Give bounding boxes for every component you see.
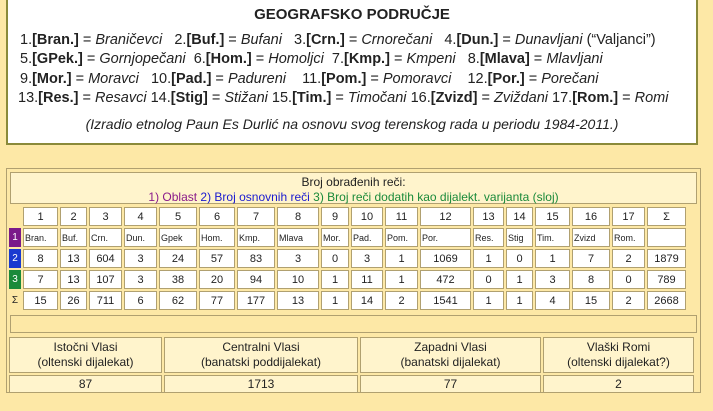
col-header: 10 [351, 207, 383, 226]
table-cell: 0 [612, 270, 645, 289]
divider [10, 315, 697, 333]
table-cell: 38 [159, 270, 197, 289]
table-cell: 2 [612, 249, 645, 268]
table-cell: 0 [506, 249, 533, 268]
table-cell: Crn. [89, 228, 122, 247]
table-cell: Mlava [277, 228, 319, 247]
table-cell: Por. [420, 228, 471, 247]
table-cell: 2668 [647, 291, 686, 310]
col-header: 9 [321, 207, 349, 226]
table-cell: 20 [199, 270, 235, 289]
stats-header [10, 172, 697, 204]
legend-line-4: 13.[Res.] = Resavci 14.[Stig] = Stižani 15.[Tim.] = Timočani 16.[Zvizd] = Zviždani 17.[Rom.] = Romi [18, 90, 669, 106]
table-cell: 6 [124, 291, 157, 310]
col-header: 5 [159, 207, 197, 226]
row-tag: Σ [9, 291, 21, 310]
table-cell: Gpek [159, 228, 197, 247]
col-header: Σ [647, 207, 686, 226]
table-cell: 83 [237, 249, 275, 268]
table-cell: Rom. [612, 228, 645, 247]
table-cell: Pad. [351, 228, 383, 247]
table-cell: Dun. [124, 228, 157, 247]
legend-box [6, 0, 698, 145]
table-cell: Mor. [321, 228, 349, 247]
table-row-total [9, 291, 686, 310]
table-row-osnovne [9, 249, 686, 268]
table-cell: Buf. [60, 228, 87, 247]
table-cell: 2 [612, 291, 645, 310]
dialect-summary-table [7, 335, 696, 395]
table-cell: 1 [321, 291, 349, 310]
col-header: 3 [89, 207, 122, 226]
table-cell: 14 [351, 291, 383, 310]
legend-note: (Izradio etnolog Paun Es Durlić na osnovu svog terenskog rada u periodu 1984-2011.) [85, 116, 619, 132]
table-cell: Zvizd [572, 228, 610, 247]
table-cell: Res. [473, 228, 504, 247]
table-cell: 2 [385, 291, 418, 310]
table-cell: 1 [535, 249, 570, 268]
table-cell: 604 [89, 249, 122, 268]
table-cell [647, 228, 686, 247]
table-cell: 24 [159, 249, 197, 268]
legend-line-2: 5.[GPek.] = Gornjopečani 6.[Hom.] = Homoljci 7.[Kmp.] = Kmpeni 8.[Mlava] = Mlavljani [20, 51, 603, 67]
col-header: 7 [237, 207, 275, 226]
table-cell: 13 [60, 249, 87, 268]
table-cell: 4 [535, 291, 570, 310]
col-header: 14 [506, 207, 533, 226]
table-cell: 13 [277, 291, 319, 310]
table-cell: 3 [351, 249, 383, 268]
dialect-header: Centralni Vlasi (banatski poddijalekat) [164, 337, 358, 373]
table-cell: Tim. [535, 228, 570, 247]
table-cell: 1 [473, 249, 504, 268]
table-cell: 62 [159, 291, 197, 310]
dialect-header: Istočni Vlasi (oltenski dijalekat) [9, 337, 162, 373]
counts-table [7, 205, 688, 312]
row-tag: 3 [9, 270, 21, 289]
table-cell: 1 [506, 270, 533, 289]
stats-title: Broj obrađenih reči: [301, 175, 406, 189]
table-cell: 789 [647, 270, 686, 289]
table-header-row [9, 207, 686, 226]
dialect-value-row [9, 375, 694, 393]
table-cell: 177 [237, 291, 275, 310]
table-cell: Bran. [23, 228, 58, 247]
table-cell: 472 [420, 270, 471, 289]
subtitle-osnovne: 2) Broj osnovnih reči [200, 190, 310, 204]
table-cell: 57 [199, 249, 235, 268]
legend-line-1: 1.[Bran.] = Braničevci 2.[Buf.] = Bufani 3.[Crn.] = Crnorečani 4.[Dun.] = Dunavljani (“Valjanci”) [20, 32, 656, 48]
table-cell: 3 [277, 249, 319, 268]
row-tag: 1 [9, 228, 21, 247]
dialect-value: 87 [9, 375, 162, 393]
table-cell: 3 [535, 270, 570, 289]
table-cell: Kmp. [237, 228, 275, 247]
legend-line-3: 9.[Mor.] = Moravci 10.[Pad.] = Padureni 11.[Pom.] = Pomoravci 12.[Por.] = Porečani [20, 71, 599, 87]
table-cell: 7 [23, 270, 58, 289]
table-cell: 107 [89, 270, 122, 289]
table-cell: 1 [506, 291, 533, 310]
table-cell: 15 [572, 291, 610, 310]
subtitle-oblast: 1) Oblast [148, 190, 198, 204]
table-cell: Pom. [385, 228, 418, 247]
table-row-oblast [9, 228, 686, 247]
col-header: 1 [23, 207, 58, 226]
dialect-value: 2 [543, 375, 694, 393]
table-cell: 1 [385, 249, 418, 268]
dialect-header: Zapadni Vlasi (banatski dijalekat) [360, 337, 541, 373]
table-cell: 77 [199, 291, 235, 310]
table-cell: 1 [385, 270, 418, 289]
col-header: 15 [535, 207, 570, 226]
legend-title: GEOGRAFSKO PODRUČJE [254, 6, 450, 23]
table-cell: 3 [124, 270, 157, 289]
row-tag: 2 [9, 249, 21, 268]
table-cell: 711 [89, 291, 122, 310]
table-row-dodate [9, 270, 686, 289]
col-header: 2 [60, 207, 87, 226]
dialect-value: 1713 [164, 375, 358, 393]
table-cell: 0 [321, 249, 349, 268]
dialect-header: Vlaški Romi (oltenski dijalekat?) [543, 337, 694, 373]
col-header: 13 [473, 207, 504, 226]
table-cell: 13 [60, 270, 87, 289]
table-cell: 1 [473, 291, 504, 310]
col-header: 6 [199, 207, 235, 226]
table-cell: 7 [572, 249, 610, 268]
table-cell: 1879 [647, 249, 686, 268]
table-cell: 10 [277, 270, 319, 289]
col-header: 17 [612, 207, 645, 226]
dialect-value: 77 [360, 375, 541, 393]
table-cell: 8 [572, 270, 610, 289]
col-header: 12 [420, 207, 471, 226]
subtitle-dodate: 3) Broj reči dodatih kao dijalekt. varijanta (sloj) [313, 190, 559, 204]
table-cell: 11 [351, 270, 383, 289]
table-cell: 3 [124, 249, 157, 268]
table-cell: Hom. [199, 228, 235, 247]
col-header: 8 [277, 207, 319, 226]
table-cell: 1541 [420, 291, 471, 310]
table-cell: 1069 [420, 249, 471, 268]
table-cell: 26 [60, 291, 87, 310]
col-header: 4 [124, 207, 157, 226]
table-cell: Stig [506, 228, 533, 247]
table-cell: 1 [321, 270, 349, 289]
col-header: 16 [572, 207, 610, 226]
table-cell: 94 [237, 270, 275, 289]
dialect-header-row [9, 337, 694, 373]
col-header: 11 [385, 207, 418, 226]
table-cell: 8 [23, 249, 58, 268]
stats-panel [6, 168, 701, 393]
stats-subtitle [11, 190, 696, 204]
table-cell: 0 [473, 270, 504, 289]
table-cell: 15 [23, 291, 58, 310]
